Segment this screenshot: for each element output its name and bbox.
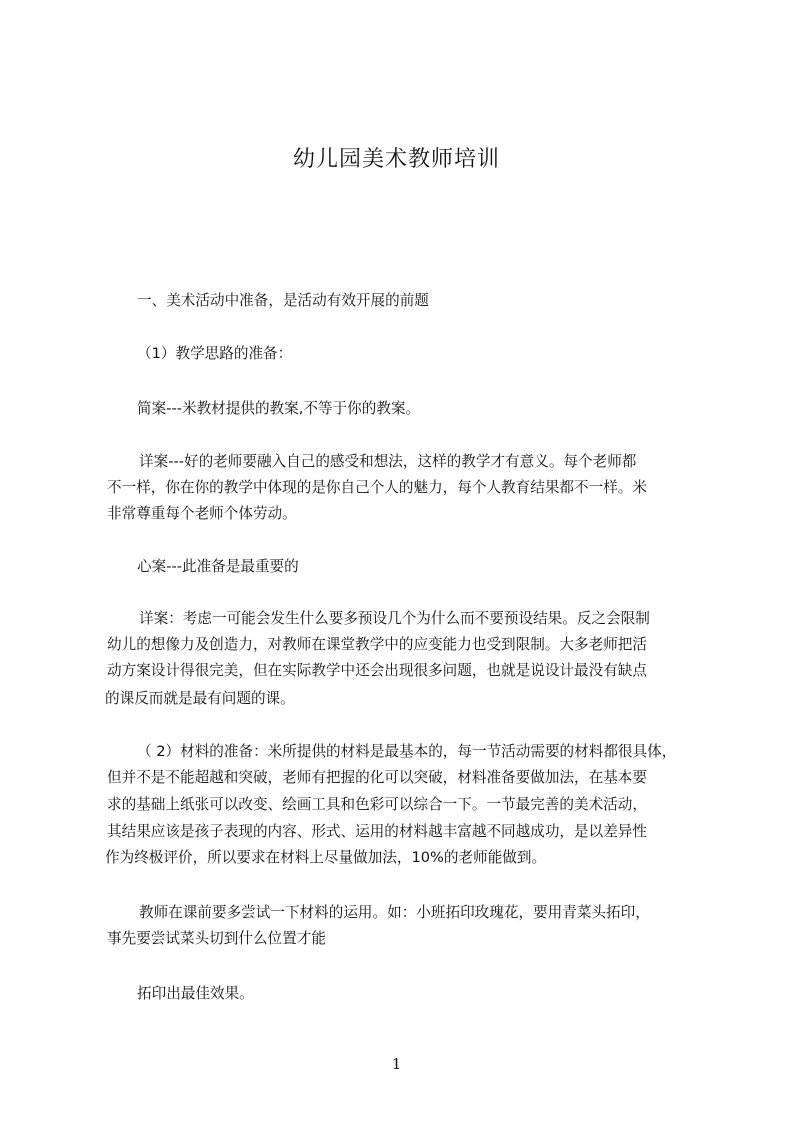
paragraph-materials-line: 其结果应该是孩子表现的内容、形式、运用的材料越丰富越不同越成功，是以差异性 [107,823,647,840]
paragraph-materials-line: （ 2）材料的准备：米所提供的材料是最基本的，每一节活动需要的材料都很具体， [137,743,677,760]
document-title: 幼儿园美术教师培训 [292,147,500,172]
paragraph-xiangan-2-line: 幼儿的想像力及创造力，对教师在课堂教学中的应变能力也受到限制。大多老师把活 [107,636,647,653]
paragraph-jianan: 简案---米教材提供的教案,不等于你的教案。 [137,400,421,417]
paragraph-teacher-try-line: 事先要尝试菜头切到什么位置才能 [107,930,326,947]
paragraph-xiangan-1-line: 不一样，你在你的教学中体现的是你自己个人的魅力，每个人教育结果都不一样。米 [107,479,647,496]
paragraph-teacher-try-line: 教师在课前要多尝试一下材料的运用。如：小班拓印玫瑰花，要用青菜头拓印， [139,904,650,921]
paragraph-xiangan-2-line: 的课反而就是最有问题的课。 [105,690,295,707]
paragraph-materials-line: 但并不是不能超越和突破，老师有把握的化可以突破，材料准备要做加法，在基本要 [107,769,647,786]
subsection-heading: （1）教学思路的准备： [137,345,293,362]
paragraph-xiangan-1-line: 非常尊重每个老师个体劳动。 [107,505,297,522]
paragraph-xiangan-1-line: 详案---好的老师要融入自己的感受和想法，这样的教学才有意义。每个老师都 [139,453,637,470]
paragraph-materials-line: 求的基础上纸张可以改变、绘画工具和色彩可以综合一下。一节最完善的美术活动， [107,796,647,813]
paragraph-effect: 拓印出最佳效果。 [137,985,254,1002]
page-number: 1 [391,1055,402,1073]
paragraph-xiangan-2-line: 详案：考虑一可能会发生什么要多预设几个为什么而不要预设结果。反之会限制 [139,610,650,627]
paragraph-xiangan-2-line: 动方案设计得很完美，但在实际教学中还会出现很多问题，也就是说设计最没有缺点 [107,662,647,679]
paragraph-xinan: 心案---此准备是最重要的 [137,558,299,575]
paragraph-materials-line: 作为终极评价，所以要求在材料上尽量做加法，10%的老师能做到。 [105,849,547,866]
section-heading: 一、美术活动中准备，是活动有效开展的前题 [137,292,429,309]
